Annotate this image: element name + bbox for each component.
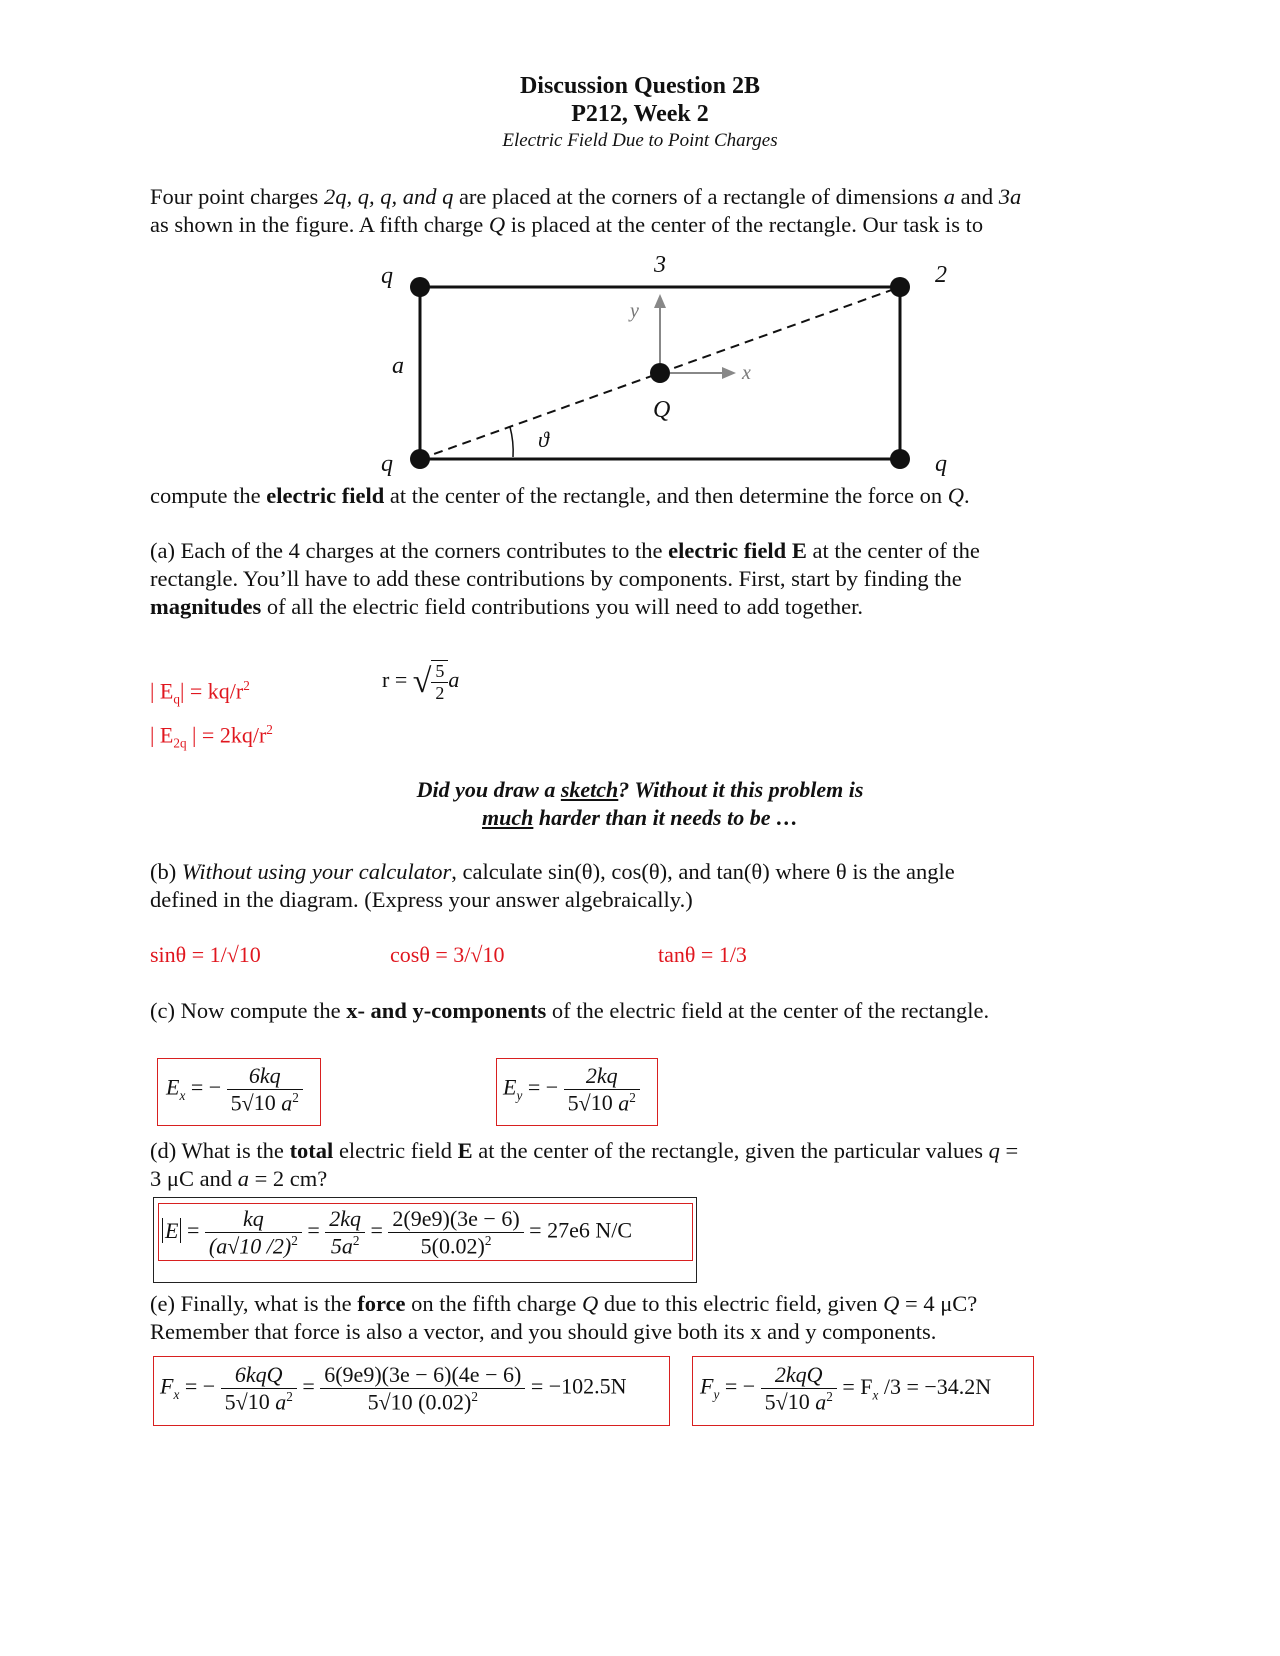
part-a-text: (a) Each of the 4 charges at the corners contributes to the electric field E at the center of the rectangle. You’ll have to add these contributions by components. First, start by finding the magnitudes of all the electric field contributions you will need to add together. (150, 538, 980, 619)
charge-top-left (410, 277, 430, 297)
ex-fraction: $\frac{6kq}{5√10 a^2}$ (227, 1063, 303, 1116)
charge-top-right (890, 277, 910, 297)
angle-arc (510, 427, 513, 457)
intro-line-1: Four point charges 2q, q, q, and q are placed at the corners of a rectangle of dimensions a and 3a (150, 184, 1022, 209)
answer-fx: $F_x$ = − $\frac{\text{6kqQ}}{5√10 a^2}$ = $\frac{6(9e9)(3e - 6)(4e - 6)}{5√10 (0.02)^2}$ = −102.5N (160, 1362, 627, 1415)
course-line: P212, Week 2 (571, 101, 709, 127)
y-arrowhead (654, 294, 666, 308)
answer-ey: $E_y$ = − $\frac{2kq}{5√10 a^2}$ (503, 1063, 640, 1116)
label-bottom-left-q: q (381, 451, 393, 477)
part-c-text: (c) Now compute the x- and y-components of the electric field at the center of the rectangle. (150, 998, 990, 1023)
fy-fraction: $\frac{\text{2kqQ}}{5√10 a^2}$ (761, 1362, 837, 1415)
label-side-a: a (392, 353, 404, 379)
e-term-1: $\frac{kq}{(a√10 /2)^2}$ (205, 1206, 302, 1259)
fx-fraction-2: $\frac{6(9e9)(3e - 6)(4e - 6)}{5√10 (0.02)^2}$ (320, 1362, 525, 1415)
answer-fy: $F_y$ = − $\frac{\text{2kqQ}}{5√10 a^2}$ = $F_x$ /3 = −34.2N (700, 1362, 992, 1415)
ey-fraction: $\frac{2kq}{5√10 a^2}$ (564, 1063, 640, 1116)
label-axis-y: y (630, 300, 639, 322)
part-d-text: (d) What is the total electric field E at the center of the rectangle, given the particular values q = 3 μC and a = 2 cm? (150, 1138, 1019, 1191)
part-e-text: (e) Finally, what is the force on the fifth charge Q due to this electric field, given Q = 4 μC? Remember that force is also a vector, and you should give both its x and y components. (150, 1291, 978, 1344)
r-fraction: $\frac{5}{2}$ (431, 660, 448, 704)
intro-line-2: as shown in the figure. A fifth charge Q is placed at the center of the rectangle. Our task is to (150, 212, 984, 237)
answer-sin: sinθ = 1/√10 (150, 942, 261, 967)
answer-eq-magnitude: | $E_q| = kq/r^2$ (150, 678, 250, 707)
answer-e2q-magnitude: | $E_{2q}$ | = $2kq/r^2$ (150, 722, 273, 751)
answer-e-total: E = $\frac{kq}{(a√10 /2)^2}$ = $\frac{2kq}{5a^2}$ = $\frac{2(9e9)(3e - 6)}{5(0.02)^2}$ = 27e6 N/C (162, 1206, 632, 1259)
label-top-left-q: q (381, 263, 393, 289)
x-arrowhead (722, 367, 736, 379)
label-length-3: 3 (654, 252, 666, 278)
charge-bottom-left (410, 449, 430, 469)
e-term-3: $\frac{2(9e9)(3e - 6)}{5(0.02)^2}$ (388, 1206, 523, 1259)
answer-cos: cosθ = 3/√10 (390, 942, 505, 967)
label-angle-theta: ϑ (538, 427, 549, 452)
answer-ex: $E_x$ = − $\frac{6kq}{5√10 a^2}$ (166, 1063, 303, 1116)
label-center-Q: Q (653, 397, 671, 423)
intro-line-3: compute the electric field at the center of the rectangle, and then determine the force on Q. (150, 483, 970, 508)
fx-fraction-1: $\frac{\text{6kqQ}}{5√10 a^2}$ (221, 1362, 297, 1415)
sketch-note: Did you draw a sketch? Without it this problem is much harder than it needs to be … (416, 777, 864, 830)
charge-center (650, 363, 670, 383)
answer-r-value: r = √ $\frac{5}{2}$ a (382, 661, 460, 703)
answer-tan: tanθ = 1/3 (658, 942, 747, 967)
charge-bottom-right (890, 449, 910, 469)
part-b-text: (b) Without using your calculator, calculate sin(θ), cos(θ), and tan(θ) where θ is the angle defined in the diagram. (Express your answer algebraically.) (150, 859, 955, 912)
label-bottom-right-q: q (935, 451, 947, 477)
e-term-2: $\frac{2kq}{5a^2}$ (325, 1206, 365, 1259)
sqrt-symbol: √ (412, 663, 432, 700)
charge-rectangle-figure (340, 250, 960, 480)
label-axis-x: x (742, 362, 751, 384)
page-subtitle: Electric Field Due to Point Charges (502, 130, 778, 151)
label-top-right-2: 2 (935, 262, 947, 288)
page-title: Discussion Question 2B (519, 73, 761, 99)
